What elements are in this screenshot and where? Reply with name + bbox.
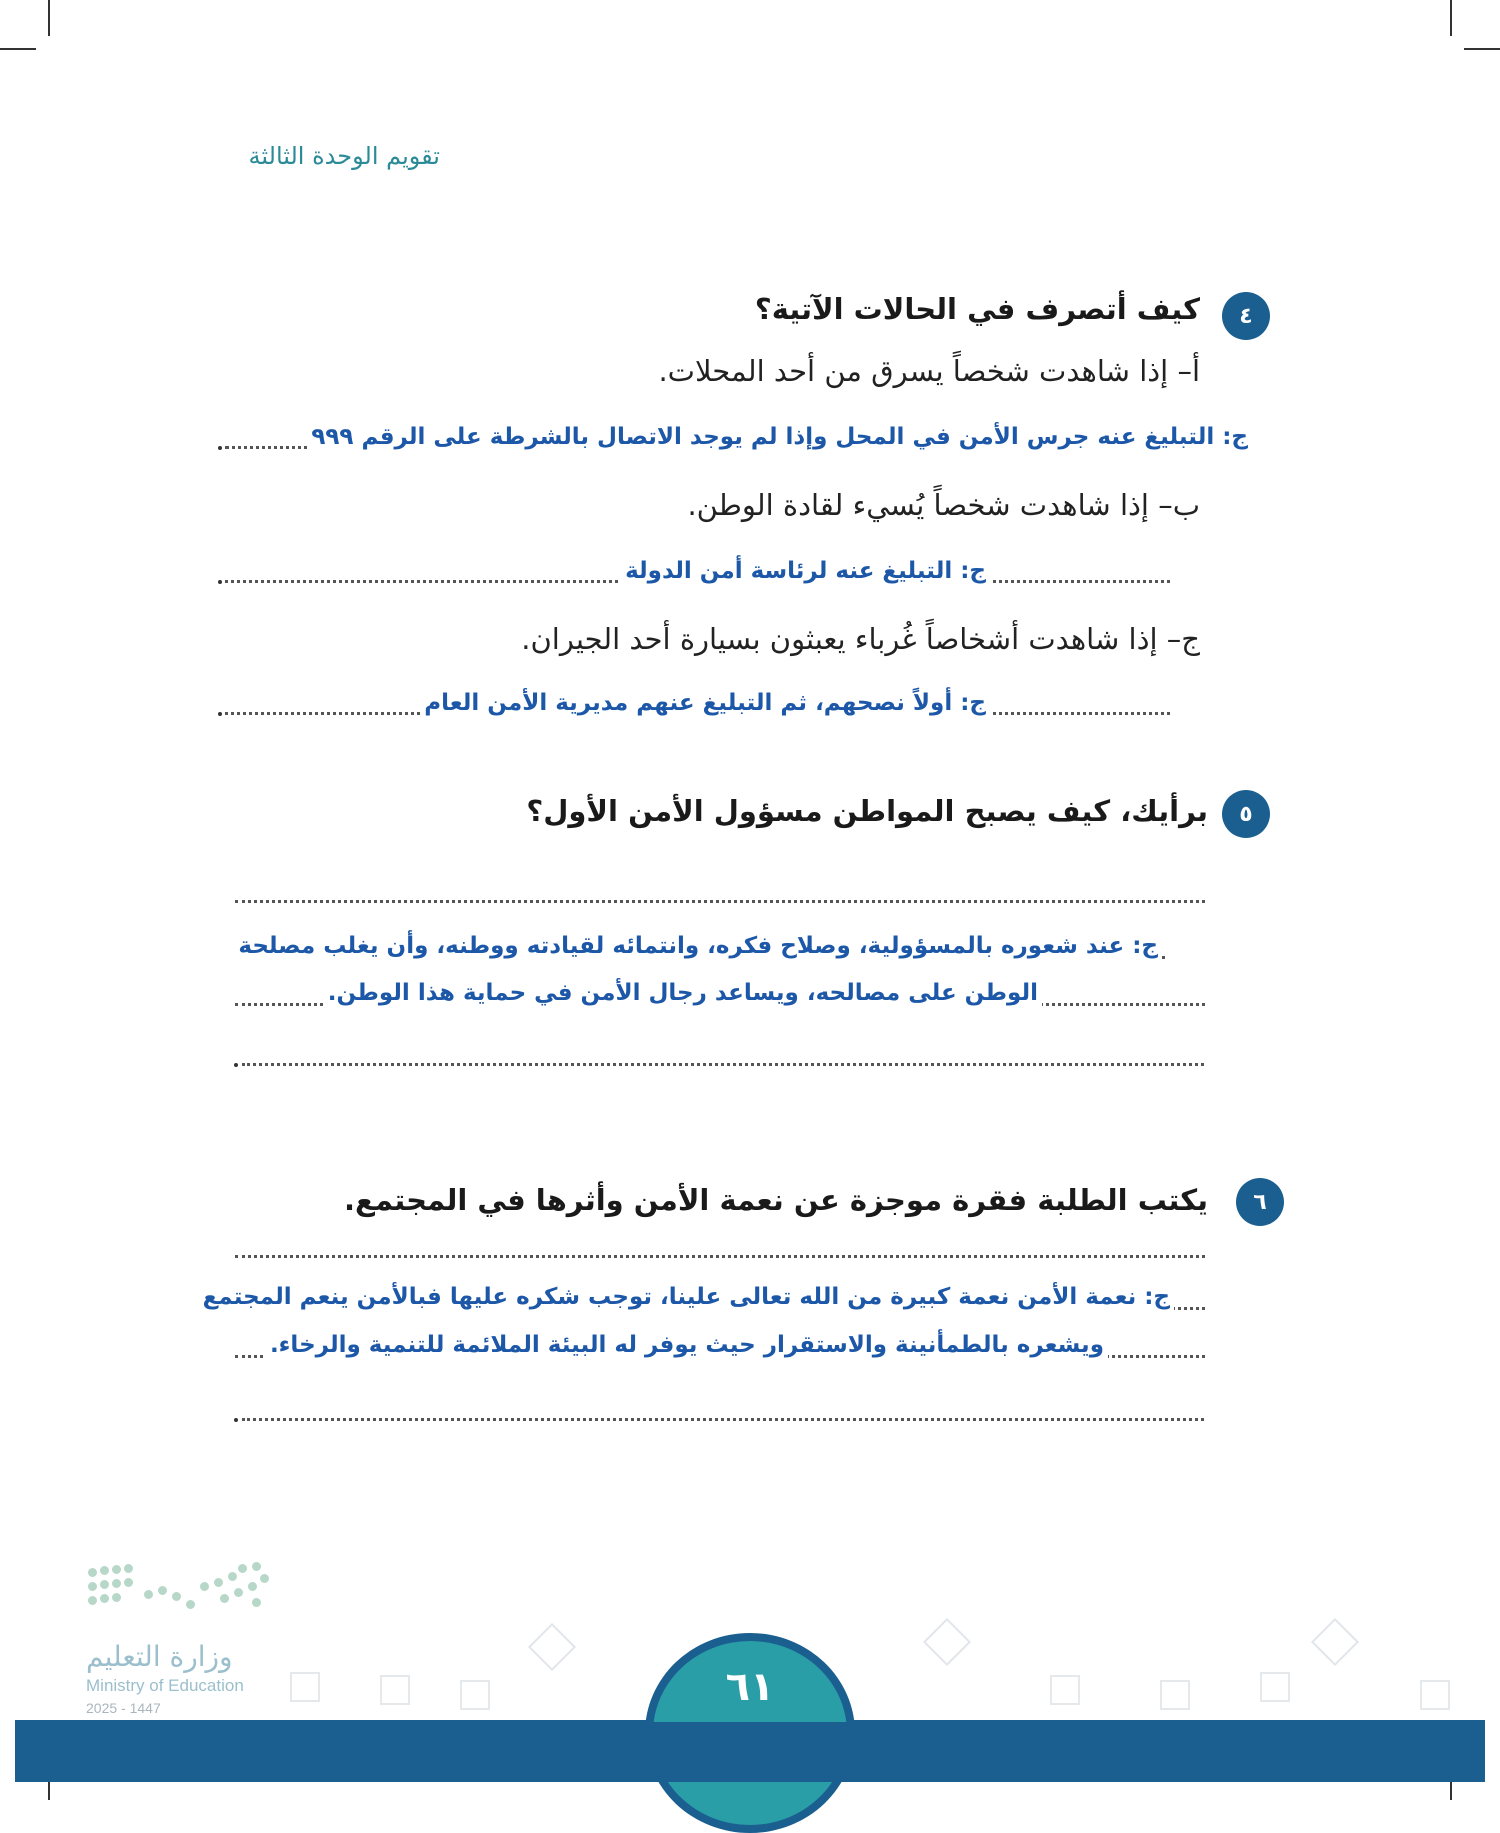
answer-text: ويشعره بالطمأنينة والاستقرار حيث يوفر له البيئة الملائمة للتنمية والرخاء. (266, 1332, 1108, 1358)
line-end-dot (218, 712, 222, 716)
decorative-pattern (1160, 1680, 1190, 1710)
crop-mark (0, 48, 36, 50)
answer-line (242, 1418, 1204, 1421)
decorative-pattern (1311, 1618, 1359, 1666)
decorative-pattern (1420, 1680, 1450, 1710)
line-end-dot (218, 446, 222, 450)
decorative-pattern (1260, 1672, 1290, 1702)
crop-mark (1450, 0, 1452, 36)
answer-line (235, 900, 1205, 903)
question-text: كيف أتصرف في الحالات الآتية؟ (754, 292, 1200, 326)
answer-line (242, 1063, 1204, 1066)
sub-question-text: ب– إذا شاهدت شخصاً يُسيء لقادة الوطن. (687, 488, 1200, 522)
question-number-badge: ٤ (1222, 292, 1270, 340)
answer-text: ج: عند شعوره بالمسؤولية، وصلاح فكره، وانتمائه لقيادته ووطنه، وأن يغلب مصلحة (234, 933, 1162, 959)
unit-title: تقويم الوحدة الثالثة (248, 142, 440, 170)
decorative-pattern (460, 1680, 490, 1710)
line-end-dot (218, 580, 222, 584)
decorative-pattern (380, 1675, 410, 1705)
ministry-logo-dots (88, 1560, 270, 1610)
page-number: ٦١ (725, 1664, 775, 1710)
line-end-dot (234, 1063, 238, 1067)
ministry-name-arabic: وزارة التعليم (86, 1640, 233, 1673)
decorative-pattern (290, 1672, 320, 1702)
ministry-name-english: Ministry of Education (86, 1676, 244, 1695)
decorative-pattern (528, 1623, 576, 1671)
line-end-dot (234, 1418, 238, 1422)
answer-line (235, 1255, 1205, 1258)
answer-text: ج: أولاً نصحهم، ثم التبليغ عنهم مديرية الأمن العام (420, 690, 990, 716)
answer-text: ج: التبليغ عنه جرس الأمن في المحل وإذا لم يوجد الاتصال بالشرطة على الرقم ٩٩٩ (307, 424, 1252, 450)
crop-mark (1464, 48, 1500, 50)
question-number-badge: ٦ (1236, 1178, 1284, 1226)
question-text: برأيك، كيف يصبح المواطن مسؤول الأمن الأول؟ (526, 794, 1208, 828)
answer-text: ج: نعمة الأمن نعمة كبيرة من الله تعالى علينا، توجب شكره عليها فبالأمن ينعم المجتمع (199, 1284, 1174, 1310)
sub-question-text: ج– إذا شاهدت أشخاصاً غُرباء يعبثون بسيارة أحد الجيران. (521, 622, 1200, 656)
decorative-pattern (923, 1618, 971, 1666)
edition-year: 2025 - 1447 (86, 1700, 161, 1716)
answer-text: الوطن على مصالحه، ويساعد رجال الأمن في حماية هذا الوطن. (324, 980, 1042, 1006)
answer-text: ج: التبليغ عنه لرئاسة أمن الدولة (621, 558, 990, 584)
question-text: يكتب الطلبة فقرة موجزة عن نعمة الأمن وأثرها في المجتمع. (344, 1183, 1208, 1217)
decorative-pattern (1050, 1675, 1080, 1705)
footer-bar-overlay (15, 1722, 1485, 1782)
question-number-badge: ٥ (1222, 790, 1270, 838)
sub-question-text: أ– إذا شاهدت شخصاً يسرق من أحد المحلات. (658, 354, 1200, 388)
crop-mark (48, 0, 50, 36)
